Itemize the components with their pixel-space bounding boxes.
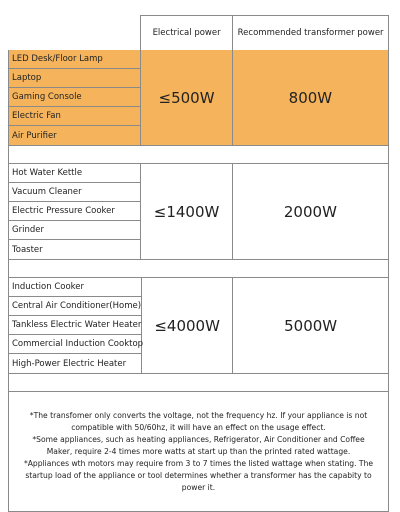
recommended-power-value: 2000W <box>283 202 337 221</box>
note-startup-heating: *Some appliances, such as heating appliances, Refrigerator, Air Conditioner and Coffee Maker, require 2-4 times more watts at start up than the printed rated wattage. <box>32 434 365 456</box>
electrical-power-value: ≤500W <box>141 50 233 145</box>
list-item: Tankless Electric Water Heater <box>9 316 141 335</box>
group-divider <box>8 374 389 392</box>
list-item: Induction Cooker <box>9 278 141 297</box>
note-startup-motors: *Appliances wth motors may require from 3 to 7 times the listed wattage when stating. The startup load of the appliance or tool determines whether a transformer has the capabity to power it. <box>23 458 374 492</box>
list-item: Toaster <box>12 244 43 255</box>
list-item: Laptop <box>9 69 140 88</box>
list-item: Hot Water Kettle <box>9 164 140 183</box>
appliance-list <box>9 164 141 259</box>
header-recommended-power: Recommended transformer power <box>232 15 389 51</box>
list-item: Electric Fan <box>9 107 140 126</box>
note-frequency: *The transfomer only converts the voltage, not the frequency hz. If your appliance is not compatible with 50/60hz, it will have an effect on the usage effect. <box>29 410 368 432</box>
recommended-power-value: 5000W <box>284 316 338 335</box>
list-item: Air Purifier <box>12 130 57 141</box>
list-item: Vacuum Cleaner <box>9 183 140 202</box>
group-divider <box>8 260 389 278</box>
power-table <box>8 16 389 512</box>
list-item: Electric Pressure Cooker <box>9 202 140 221</box>
electrical-power-value: ≤4000W <box>142 278 233 373</box>
list-item: LED Desk/Floor Lamp <box>9 50 140 69</box>
appliance-list <box>9 50 141 145</box>
list-item: Grinder <box>9 221 140 240</box>
recommended-power-value: 800W <box>233 50 388 145</box>
group-low-power <box>8 50 389 146</box>
list-item: Central Air Conditioner(Home) <box>9 297 141 316</box>
list-item: Commercial Induction Cooktop <box>9 335 141 354</box>
list-item: High-Power Electric Heater <box>12 358 127 369</box>
header-electrical-power: Electrical power <box>140 15 232 51</box>
usage-notes <box>8 392 389 512</box>
appliance-list <box>9 278 142 373</box>
list-item: Gaming Console <box>9 88 140 107</box>
group-high-power <box>8 278 389 374</box>
table-header <box>8 16 389 50</box>
electrical-power-value: ≤1400W <box>141 164 233 259</box>
group-divider <box>8 146 389 164</box>
group-mid-power <box>8 164 389 260</box>
